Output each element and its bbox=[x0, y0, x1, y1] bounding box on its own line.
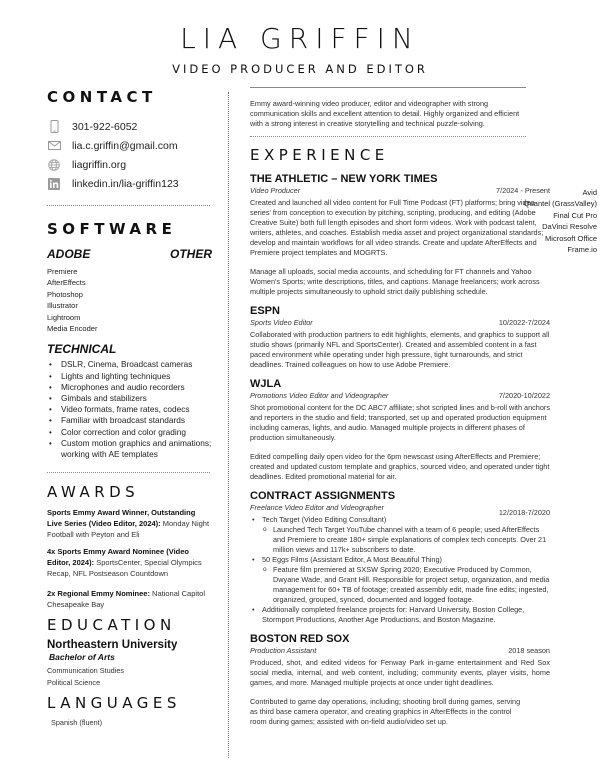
job-description: Collaborated with production partners to edit highlights, elements, and graphics to support all studio shows (primarily NFL and SportsCenter). Created and assembled content in a fast paced environment while operating under high pressure, tight turnarounds, and strict deadlines. Trained colleagues on how to use Adobe Premiere. bbox=[250, 330, 550, 369]
technical-item: • Microphones and audio recorders bbox=[47, 382, 212, 393]
technical-item: • Color correction and color grading bbox=[47, 427, 212, 438]
job-description: Manage all uploads, social media accounts, and scheduling for FT channels and Yahoo Women's Sports; write descriptions, titles, and captions. Manage freelancers; work across multiple projects simultaneously to uphold strict daily publishing schedule. bbox=[250, 267, 540, 296]
job-entry bbox=[250, 378, 550, 482]
contract-client: Tech Target (Video Editing Consultant) bbox=[262, 515, 387, 524]
job-role: Production Assistant bbox=[250, 646, 317, 655]
job-role: Video Producer bbox=[250, 186, 301, 195]
job-dates: 10/2022-7/2024 bbox=[498, 318, 550, 327]
technical-heading: TECHNICAL bbox=[47, 342, 117, 357]
job-role: Freelance Video Editor and Videographer bbox=[250, 503, 385, 512]
section-divider bbox=[47, 205, 210, 206]
header-divider bbox=[250, 87, 526, 88]
job-description: Edited compelling daily open video for the 6pm newscast using AfterEffects and Premiere; created and updated custom template and graphics, sourced video, and operated under tight deadlines. Edited promotional material for air. bbox=[250, 452, 550, 481]
job-meta bbox=[250, 186, 550, 195]
other-item: Avid bbox=[582, 188, 597, 197]
education-major: Communication Studies bbox=[47, 666, 125, 676]
job-dates: 7/2024 - Present bbox=[496, 186, 550, 195]
technical-item: • Gimbals and stabilizers bbox=[47, 393, 212, 404]
adobe-item: Lightroom bbox=[47, 312, 81, 322]
contract-client: 50 Eggs Films (Assistant Editor, A Most Beautiful Thing) bbox=[262, 555, 442, 564]
contact-heading: CONTACT bbox=[47, 88, 157, 106]
award-title: Sports Emmy Award Winner, Outstanding Live Series (Video Editor, 2024): bbox=[47, 508, 196, 529]
other-item: Microsoft Office bbox=[545, 233, 597, 243]
summary-text: Emmy award-winning video producer, editor and videographer with strong communication skills and excellent attention to detail. Highly organized and efficient with a strong interest in creative storytelling and technical puzzle-solving. bbox=[250, 99, 520, 128]
phone-icon bbox=[47, 121, 61, 133]
right-column bbox=[250, 99, 550, 727]
software-adobe-label: ADOBE bbox=[47, 247, 91, 261]
section-divider bbox=[47, 472, 210, 473]
contact-phone-text[interactable]: 301-922-6052 bbox=[72, 120, 138, 133]
contact-linkedin bbox=[47, 174, 212, 193]
job-entry bbox=[250, 305, 550, 370]
column-divider bbox=[228, 92, 229, 758]
award-detail: National Capitol Chesapeake Bay bbox=[47, 589, 205, 610]
job-company: BOSTON RED SOX bbox=[250, 633, 350, 645]
software-other-label: OTHER bbox=[170, 247, 212, 261]
contact-website-text[interactable]: liagriffin.org bbox=[72, 158, 127, 171]
education-degree: Bachelor of Arts bbox=[49, 652, 115, 663]
job-dates: 12/2018-7/2020 bbox=[498, 508, 550, 517]
job-role: Sports Video Editor bbox=[250, 318, 313, 327]
job-dates: 7/2020-10/2022 bbox=[498, 391, 550, 400]
software-heading: SOFTWARE bbox=[47, 220, 177, 238]
contract-item bbox=[250, 515, 550, 555]
education-major: Political Science bbox=[47, 677, 101, 687]
award-detail: Monday Night Football with Peyton and Eli bbox=[47, 519, 210, 540]
job-description: Contributed to game day operations, including; shooting broll during games, serving as third base camera operator, and creating graphics in AfterEffects in the control room during games; assisted with on-field audio/video set up. bbox=[250, 697, 521, 726]
resume-name: LIA GRIFFIN bbox=[180, 22, 420, 55]
job-meta bbox=[250, 391, 550, 400]
technical-item: • Familiar with broadcast standards bbox=[47, 415, 212, 426]
job-meta bbox=[250, 503, 550, 517]
job-company: WJLA bbox=[250, 378, 282, 390]
job-meta bbox=[250, 646, 550, 655]
education-heading: EDUCATION bbox=[47, 616, 176, 635]
contact-email bbox=[47, 136, 212, 155]
adobe-list bbox=[47, 266, 97, 334]
award-detail: SportsCenter, Special Olympics Recap, NFL Postseason Countdown bbox=[47, 558, 202, 579]
resume-title: VIDEO PRODUCER AND EDITOR bbox=[172, 62, 428, 76]
technical-item: • DSLR, Cinema, Broadcast cameras bbox=[47, 359, 212, 370]
education-school: Northeastern University bbox=[47, 639, 178, 652]
contract-subitems bbox=[262, 525, 550, 555]
job-description: Produced, shot, and edited videos for Fenway Park in-game entertainment and Red Sox social media, internal, and web content, including; community events, player visits, home games, and more. Managed multiple projects at once under tight deadlines. bbox=[250, 658, 550, 687]
adobe-item: Media Encoder bbox=[47, 324, 98, 334]
job-description: Created and launched all video content for Full Time Podcast (FT) platforms; bring video series' from conception to execution by pitching, scripting, producing, and editing (Adobe Creative Suite) both full length episodes and short form videos. Work with podcast talent, writers, athletes, and coaches. Establish media asset and project organizational standards; develop and maintain workflows for all video strands. Create and update AfterEffects and Premiere project templates and MOGRTS. bbox=[250, 198, 544, 257]
experience-heading: EXPERIENCE bbox=[250, 146, 389, 164]
languages-heading: LANGUAGES bbox=[47, 694, 181, 713]
other-item: Final Cut Pro bbox=[553, 210, 597, 220]
contact-linkedin-text[interactable]: linkedin.in/lia-griffin123 bbox=[72, 177, 179, 190]
award-title: 2x Regional Emmy Nominee: bbox=[47, 589, 150, 599]
awards-list bbox=[47, 507, 212, 610]
job-company: THE ATHLETIC – NEW YORK TIMES bbox=[250, 173, 438, 185]
technical-item: • Lights and lighting techniques bbox=[47, 371, 212, 382]
technical-list bbox=[47, 359, 212, 460]
contract-list bbox=[250, 515, 550, 625]
job-company: CONTRACT ASSIGNMENTS bbox=[250, 490, 396, 502]
award-item bbox=[47, 546, 212, 579]
mail-icon bbox=[47, 140, 61, 152]
language-item: Spanish (fluent) bbox=[51, 718, 103, 728]
contract-subitems bbox=[262, 565, 550, 605]
job-entry bbox=[250, 173, 550, 297]
technical-item: • Video formats, frame rates, codecs bbox=[47, 404, 212, 415]
contract-item bbox=[250, 605, 550, 625]
award-item bbox=[47, 588, 212, 610]
other-item: DaVinci Resolve bbox=[542, 222, 597, 232]
other-item: Quantel (GrassValley) bbox=[523, 199, 597, 209]
contract-subitem: o Feature film premiered at SXSW Spring 2020; Executive Produced by Common, Dwyane Wade, and Grant Hill. Responsible for project setup, organization, and media management for 60+ TB of footage; created assembly edit, made fine edits; ingested, organized, grouped, synced, documented and logged footage. bbox=[262, 565, 550, 605]
section-divider bbox=[250, 136, 526, 137]
adobe-item: Illustrator bbox=[47, 301, 78, 311]
awards-heading: AWARDS bbox=[47, 483, 140, 502]
award-item bbox=[47, 507, 212, 540]
job-entry bbox=[250, 633, 550, 727]
adobe-item: Photoshop bbox=[47, 289, 83, 299]
other-item: Frame.io bbox=[567, 245, 597, 255]
job-company: ESPN bbox=[250, 305, 280, 317]
contact-email-text[interactable]: lia.c.griffin@gmail.com bbox=[72, 139, 178, 152]
job-entry bbox=[250, 490, 550, 625]
contact-website bbox=[47, 155, 212, 174]
contract-client: Additionally completed freelance projects for: Harvard University, Boston College, Stormport Productions, Another Age Productions, and Boston Magazine. bbox=[262, 605, 525, 624]
job-meta bbox=[250, 318, 550, 327]
software-categories bbox=[47, 247, 212, 261]
contact-list bbox=[47, 117, 212, 193]
globe-icon bbox=[47, 159, 61, 171]
adobe-item: Premiere bbox=[47, 267, 78, 276]
job-dates: 2018 season bbox=[508, 646, 550, 655]
job-description: Shot promotional content for the DC ABC7 affiliate; shot scripted lines and b-roll with anchors and reporters in the studio and field; transported, set up and operated production equipment including cameras, lights, and audio. Managed multiple projects in different phases of production simultaneously. bbox=[250, 403, 551, 442]
job-role: Promotions Video Editor and Videographer bbox=[250, 391, 389, 400]
contract-subitem: o Launched Tech Target YouTube channel with a team of 6 people; used AfterEffects and Premiere to create 180+ simple explanations of complex tech concepts. Over 21 million views and 117k+ subscribers to date. bbox=[262, 525, 550, 555]
contract-item bbox=[250, 555, 550, 605]
linkedin-icon bbox=[47, 178, 61, 190]
award-title: 4x Sports Emmy Award Nominee (Video Editor, 2024): bbox=[47, 547, 189, 568]
contact-phone bbox=[47, 117, 212, 136]
technical-item: • Custom motion graphics and animations; working with AE templates bbox=[47, 438, 212, 460]
adobe-item: AfterEffects bbox=[47, 278, 86, 288]
